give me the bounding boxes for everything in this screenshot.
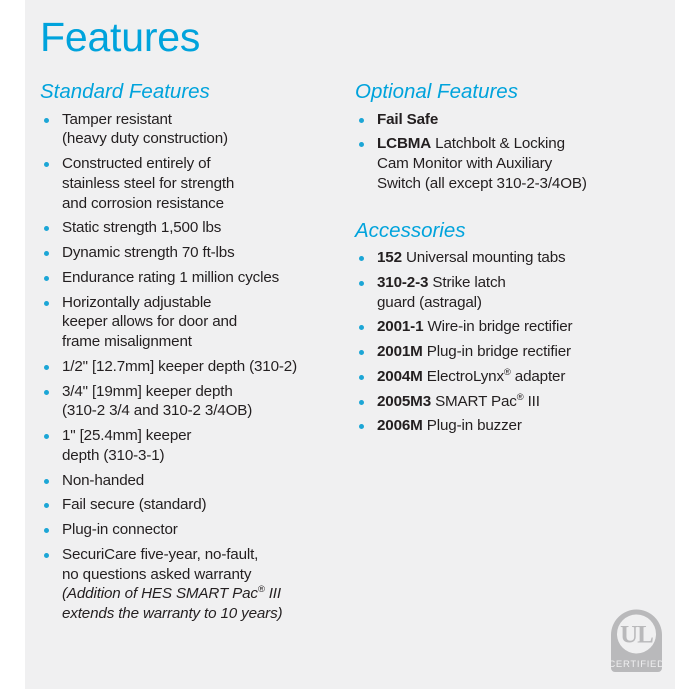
item-line: [377, 273, 660, 293]
item-line: Fail secure (standard): [62, 496, 207, 514]
item-desc: Universal mounting tabs: [405, 249, 566, 267]
item-code: 310-2-3: [377, 273, 429, 291]
item-desc: Plug-in buzzer: [426, 417, 522, 435]
item-line: and corrosion resistance: [62, 194, 224, 212]
list-item: [40, 154, 350, 213]
item-line: (heavy duty construction): [62, 130, 228, 148]
list-item: [355, 273, 660, 313]
item-line: [377, 416, 660, 436]
item-line: SecuriCare five-year, no-fault,: [62, 545, 259, 563]
italic-text: III: [264, 585, 281, 603]
item-line: 3/4" [19mm] keeper depth: [62, 382, 233, 400]
item-line: keeper allows for door and: [62, 313, 238, 331]
list-item: [40, 293, 350, 352]
item-line-italic: extends the warranty to 10 years): [62, 605, 283, 623]
ul-certified-badge: [608, 604, 665, 675]
section-title-optional-features: Optional Features: [355, 80, 518, 103]
item-line: Horizontally adjustable: [62, 293, 212, 311]
item-desc: III: [523, 392, 540, 410]
list-item: [40, 382, 350, 422]
page-title: Features: [40, 14, 201, 60]
item-line: [377, 248, 660, 268]
list-item: [40, 110, 350, 150]
registered-mark: ®: [516, 390, 524, 402]
list-item: [355, 317, 660, 337]
item-line: Endurance rating 1 million cycles: [62, 268, 280, 286]
item-line: Plug-in connector: [62, 521, 178, 539]
item-line: no questions asked warranty: [62, 565, 252, 583]
item-line: Cam Monitor with Auxiliary: [377, 155, 553, 173]
optional-features-list: [355, 110, 660, 194]
list-item: [355, 110, 660, 130]
item-desc: Strike latch: [432, 273, 506, 291]
svg-text:UL: UL: [620, 621, 653, 649]
item-desc: SMART Pac: [435, 392, 517, 410]
item-line: (310-2 3/4 and 310-2 3/4OB): [62, 402, 253, 420]
item-line: Switch (all except 310-2-3/4OB): [377, 174, 587, 192]
list-item: [355, 392, 660, 412]
item-line: Non-handed: [62, 471, 145, 489]
accessories-list: [355, 248, 660, 436]
item-line: depth (310-3-1): [62, 446, 165, 464]
item-line-italic: [62, 584, 350, 604]
item-line: Tamper resistant: [62, 110, 172, 128]
item-line: guard (astragal): [377, 293, 482, 311]
item-line: Constructed entirely of: [62, 155, 211, 173]
item-code: 2001-1: [377, 318, 424, 336]
item-code: Fail Safe: [377, 110, 439, 128]
list-item: [40, 357, 350, 377]
item-desc: ElectroLynx: [426, 367, 504, 385]
italic-text: (Addition of HES SMART Pac: [62, 585, 258, 603]
item-line: Dynamic strength 70 ft-lbs: [62, 244, 235, 262]
item-code: 2004M: [377, 367, 423, 385]
item-code: 2006M: [377, 417, 423, 435]
item-line: [377, 392, 660, 412]
list-item: [40, 545, 350, 624]
list-item: [355, 248, 660, 268]
item-line: 1" [25.4mm] keeper: [62, 427, 192, 445]
item-line: 1/2" [12.7mm] keeper depth (310-2): [62, 357, 297, 375]
content-area: [25, 0, 675, 689]
list-item: [40, 218, 350, 238]
list-item: [40, 243, 350, 263]
list-item: [355, 416, 660, 436]
item-line: stainless steel for strength: [62, 174, 235, 192]
item-line: Static strength 1,500 lbs: [62, 219, 222, 237]
content-panel: [25, 0, 675, 689]
item-code: LCBMA: [377, 135, 432, 153]
list-item: [355, 342, 660, 362]
section-title-standard-features: Standard Features: [40, 80, 210, 103]
item-code: 152: [377, 249, 402, 267]
list-item: [40, 520, 350, 540]
item-code: 2001M: [377, 343, 423, 361]
svg-text:CERTIFIED: CERTIFIED: [608, 659, 665, 670]
item-line: [377, 317, 660, 337]
list-item: [40, 495, 350, 515]
list-item: [40, 426, 350, 466]
list-item: [355, 134, 660, 193]
standard-features-list: [40, 110, 350, 624]
item-line: frame misalignment: [62, 333, 192, 351]
item-line: [377, 367, 660, 387]
optional-and-accessories-column: [355, 80, 660, 441]
list-item: [355, 367, 660, 387]
item-code: 2005M3: [377, 392, 431, 410]
section-title-accessories: Accessories: [355, 218, 466, 242]
item-line: [377, 342, 660, 362]
list-item: [40, 471, 350, 491]
item-desc: adapter: [510, 367, 566, 385]
item-line: [377, 134, 660, 154]
item-desc: Wire-in bridge rectifier: [427, 318, 573, 336]
registered-mark: ®: [257, 583, 265, 595]
registered-mark: ®: [503, 365, 511, 377]
standard-features-column: [40, 80, 350, 629]
item-desc: Plug-in bridge rectifier: [426, 343, 571, 361]
list-item: [40, 268, 350, 288]
item-desc: Latchbolt & Locking: [435, 135, 565, 153]
